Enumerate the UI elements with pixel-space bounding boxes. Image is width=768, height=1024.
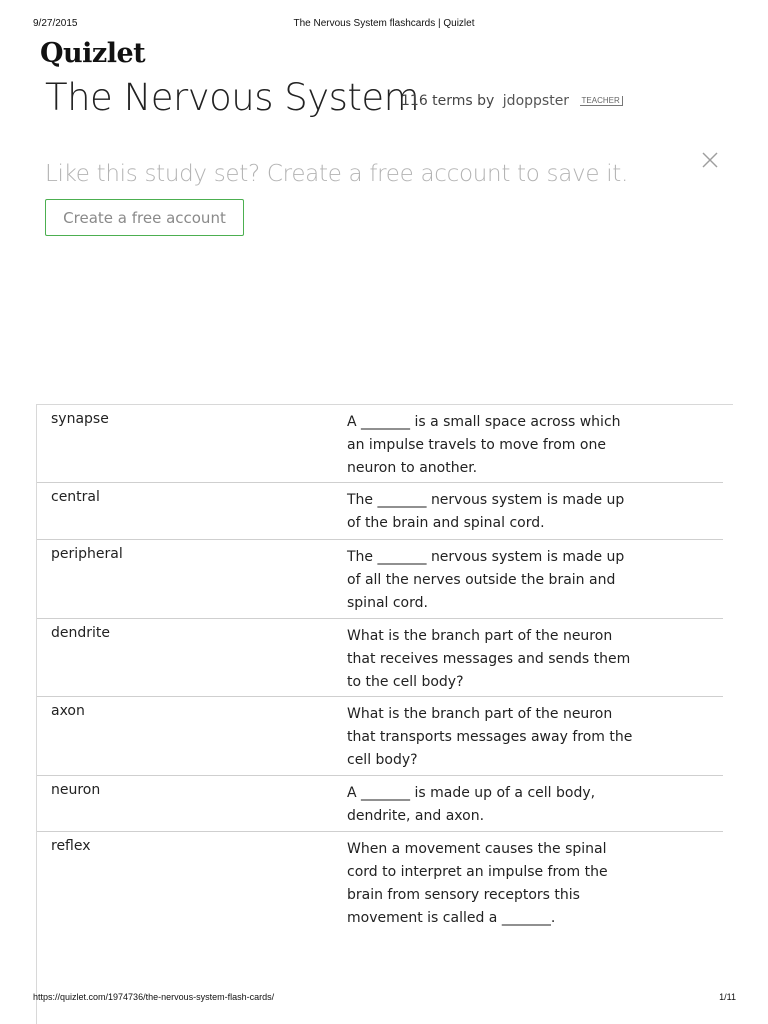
definition-text: The _______ nervous system is made up of all the nerves outside the brain and spinal cord. <box>347 549 625 611</box>
term-text: neuron <box>51 782 101 798</box>
term-text: reflex <box>51 838 91 854</box>
term-row <box>37 832 723 942</box>
terms-list <box>36 404 733 1024</box>
definition-text: A _______ is a small space across which an impulse travels to move from one neuron to another. <box>347 414 621 476</box>
quizlet-logo[interactable]: Quizlet <box>40 38 146 69</box>
definition-text: What is the branch part of the neuron that transports messages away from the cell body? <box>347 706 633 768</box>
term-text: dendrite <box>51 625 111 641</box>
definition-text: The _______ nervous system is made up of the brain and spinal cord. <box>347 492 625 531</box>
set-meta <box>401 93 623 109</box>
term-text: axon <box>51 703 85 719</box>
term-text: peripheral <box>51 546 123 562</box>
term-row <box>37 776 723 832</box>
term-text: central <box>51 489 100 505</box>
definition-text: When a movement causes the spinal cord to interpret an impulse from the brain from sensory receptors this movement is called a _______. <box>347 841 608 926</box>
author-link[interactable]: jdoppster <box>502 93 570 109</box>
set-title: The Nervous System <box>45 76 420 119</box>
print-header <box>0 18 768 32</box>
term-row <box>37 483 723 540</box>
terms-count: 116 terms by <box>401 93 495 109</box>
term-row <box>37 619 723 697</box>
definition-text: What is the branch part of the neuron that receives messages and sends them to the cell body? <box>347 628 631 690</box>
term-row <box>37 405 723 483</box>
promo-text: Like this study set? Create a free account to save it. <box>45 161 629 187</box>
print-page-title: The Nervous System flashcards | Quizlet <box>293 18 475 29</box>
term-row <box>37 540 723 619</box>
create-account-button[interactable]: Create a free account <box>45 199 244 236</box>
definition-text: A _______ is made up of a cell body, dendrite, and axon. <box>347 785 596 824</box>
term-text: synapse <box>51 411 109 427</box>
print-page-number: 1/11 <box>719 992 736 1002</box>
print-url: https://quizlet.com/1974736/the-nervous-system-flash-cards/ <box>33 992 275 1002</box>
term-row <box>37 697 723 776</box>
print-date: 9/27/2015 <box>33 18 78 29</box>
close-icon[interactable] <box>700 150 720 170</box>
teacher-badge: TEACHER <box>580 96 623 106</box>
print-footer <box>0 992 768 1006</box>
